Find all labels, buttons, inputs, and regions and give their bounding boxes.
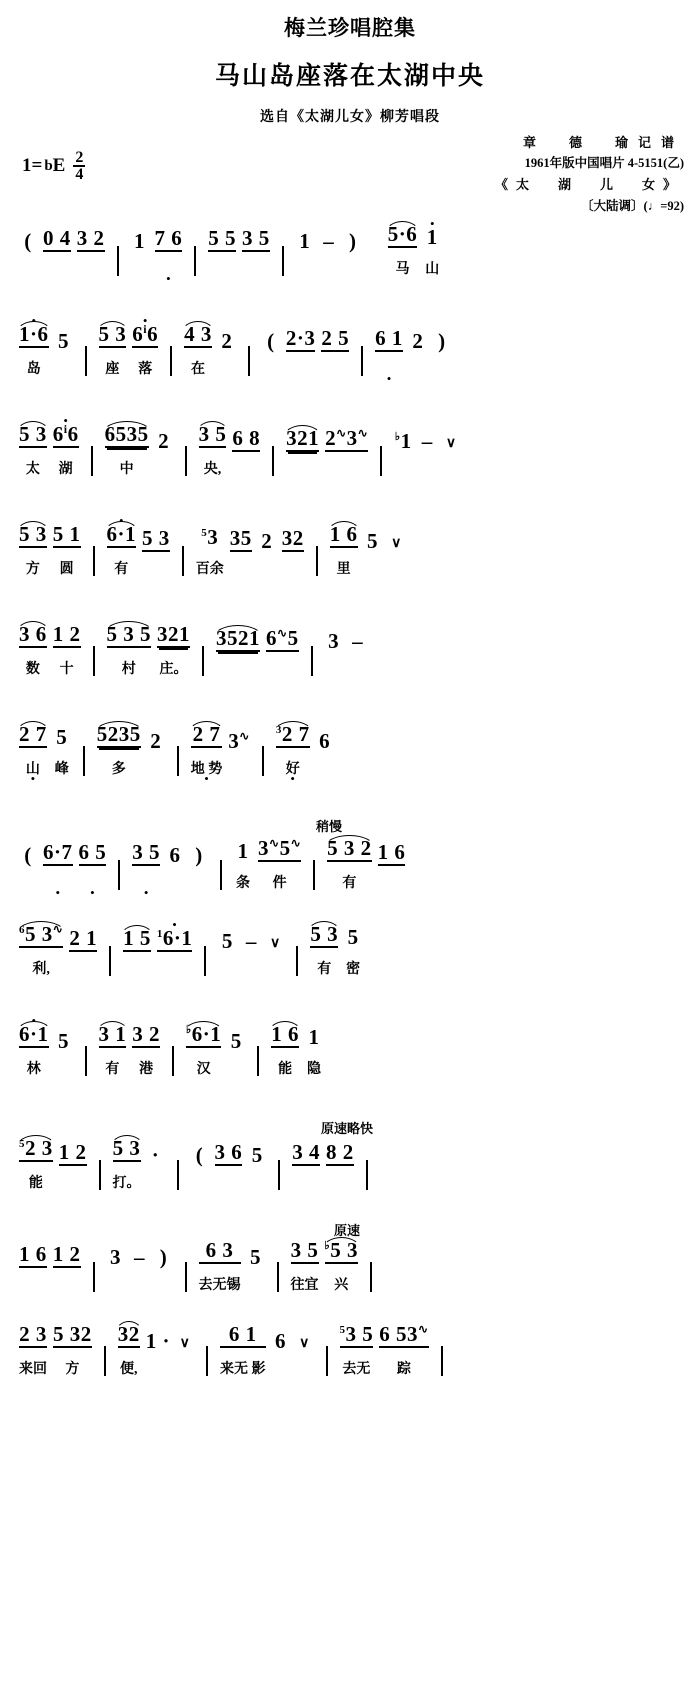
music-system-3 (16, 418, 684, 518)
time-denominator: 4 (75, 166, 84, 184)
note-group: 2 (150, 728, 162, 753)
note-group: 3 (110, 1244, 121, 1269)
note-group: 2 1 (66, 927, 100, 978)
barline (104, 1346, 106, 1376)
note-group: • 1·6 岛 (16, 323, 52, 378)
note-group: 5 3 有 (307, 923, 341, 978)
note-group: ∨ (179, 1336, 191, 1352)
note-group: 7 6 • (152, 227, 186, 278)
note-group: ∨ (299, 1336, 310, 1352)
barline (185, 446, 187, 476)
note-group: 8 2 (323, 1141, 357, 1192)
barline (85, 346, 87, 376)
note-group: 5 峰 (54, 724, 69, 777)
note-group: • 6$^i$6 湖 (50, 423, 82, 478)
note-group: 5 (250, 1244, 261, 1269)
barline (248, 346, 250, 376)
measure (102, 423, 176, 478)
barline (118, 860, 120, 890)
music-system-7 (16, 818, 684, 918)
barline (296, 946, 298, 976)
note-group: 5 (58, 1028, 70, 1053)
credit-opera: 《太 湖 儿 女》 (494, 177, 684, 193)
note-group: ) (349, 228, 357, 253)
note-group: 6 (169, 842, 181, 867)
measure (16, 227, 108, 278)
measure (181, 323, 239, 378)
note-group: 2 (221, 328, 233, 353)
barline (99, 1160, 101, 1190)
note-group: ♭1 (394, 428, 412, 453)
note-group: 5 3 (139, 527, 173, 578)
note-group: ∨ (391, 536, 402, 552)
note-group: 3∿5∿ 件 (258, 835, 302, 891)
measure-group (16, 1237, 684, 1294)
measure (183, 1023, 248, 1078)
note-group: ( (24, 842, 32, 867)
measure-group (16, 221, 684, 278)
note-group: 5 3 5 村 (104, 623, 155, 678)
measure (196, 423, 264, 478)
note-group: – (134, 1244, 145, 1269)
barline (220, 860, 222, 890)
measure (213, 627, 302, 678)
measure (16, 723, 74, 778)
note-group: – (421, 428, 433, 453)
note-group: · (151, 1142, 160, 1167)
note-group: 6 53∿ 踪 (379, 1321, 429, 1377)
note-group: • $^1$6·1 (154, 927, 196, 978)
note-group: 5 (251, 1142, 263, 1167)
note-group: 6 5 • (76, 841, 110, 892)
barline (83, 746, 85, 776)
tempo-mark-slower: 稍慢 (316, 819, 343, 834)
note-group: 3 5 往宜 (290, 1237, 319, 1293)
music-system-2 (16, 318, 684, 418)
key-prefix: 1= (22, 155, 43, 177)
measure (307, 923, 365, 978)
note-group: 2 3 来回 (19, 1321, 47, 1377)
note-group: 1 (299, 228, 311, 253)
measure (385, 223, 445, 278)
measure (259, 327, 352, 378)
measure (283, 427, 371, 478)
note-group: ♭6·1 汉 (183, 1023, 224, 1078)
note-group: 1 2 (56, 1141, 90, 1192)
note-group: 2 (412, 328, 424, 353)
barline (380, 446, 382, 476)
note-group: 35 (227, 527, 255, 578)
measure (16, 523, 84, 578)
note-group: 1 6 里 (327, 523, 361, 578)
note-group: – (352, 628, 364, 653)
note-group: ( (267, 328, 275, 353)
note-group: $^3$2 7 好 • (273, 723, 313, 778)
song-subtitle: 选自《太湖儿女》柳芳唱段 (260, 110, 440, 125)
measure (120, 927, 195, 978)
note-group: 5 密 (346, 924, 361, 977)
measure-group (16, 721, 684, 778)
song-title: 马山岛座落在太湖中央 (214, 63, 485, 90)
note-group: 3 4 (289, 1141, 323, 1192)
note-group: 5 (230, 1028, 242, 1053)
note-group: • 1 山 (420, 226, 444, 278)
note-group: 1 隐 (306, 1024, 321, 1077)
measure (16, 1323, 95, 1378)
barline (277, 1262, 279, 1292)
measure (196, 1239, 268, 1294)
note-group: 5 5 (205, 227, 239, 278)
note-group: 3 5 央, (196, 423, 230, 478)
measure (193, 526, 307, 578)
note-group: 1 · (145, 1328, 171, 1353)
measure (273, 723, 337, 778)
barline (109, 946, 111, 976)
note-group: $^6$5 3∿ 利, (16, 923, 66, 978)
barline (177, 746, 179, 776)
note-group: 1 6 (375, 841, 409, 892)
note-group: 1 5 (120, 927, 154, 978)
barline (282, 246, 284, 276)
measure (337, 1323, 432, 1378)
note-group: 4 3 在 (181, 323, 215, 378)
note-group: ) (438, 328, 446, 353)
barline (93, 1262, 95, 1292)
measure-group (16, 921, 684, 978)
barline (262, 746, 264, 776)
time-numerator: 2 (75, 149, 84, 166)
note-group: 5 3 打。 (110, 1137, 144, 1192)
barline (361, 346, 363, 376)
measure (215, 930, 287, 978)
note-group: 5 1 圆 (52, 521, 81, 577)
note-group: ) (195, 842, 203, 867)
barline (311, 646, 313, 676)
measure (128, 227, 186, 278)
barline (272, 446, 274, 476)
note-group: 5 3 2 有 (324, 837, 375, 892)
measure (96, 323, 162, 378)
measure (16, 623, 84, 678)
note-group: 3 5 (239, 227, 273, 278)
barline (91, 446, 93, 476)
note-group: ∨ (445, 436, 457, 452)
note-group: ( (24, 228, 32, 253)
note-group: 6535 中 (102, 423, 152, 478)
key-signature (22, 150, 85, 182)
collection-title: 梅兰珍唱腔集 (284, 16, 416, 40)
barline-spacer (374, 246, 376, 276)
note-group: $^5$3 5 去无 (339, 1321, 374, 1377)
measure (217, 1323, 317, 1378)
barline (172, 1046, 174, 1076)
measure (16, 1137, 90, 1192)
barline (370, 1262, 372, 1292)
barline (182, 546, 184, 576)
measure-group (16, 1135, 684, 1192)
note-group: 6 (319, 728, 331, 753)
note-group: 6·7 • (40, 841, 76, 892)
note-group: $^5$2 3 能 (16, 1137, 56, 1192)
note-group: $^5$3 百余 (195, 524, 224, 577)
note-group: 5·6 马 (385, 223, 421, 278)
note-group: 321 庄。 (157, 621, 190, 677)
measure (205, 227, 273, 278)
note-group: 1 (134, 228, 145, 253)
note-group: 2 7 山 • (16, 723, 50, 778)
note-group: 6 8 (229, 427, 263, 478)
barline (316, 546, 318, 576)
music-system-11 (16, 1218, 684, 1318)
measure (231, 837, 304, 892)
note-group: 1 6 能 (268, 1023, 302, 1078)
meta-row (0, 132, 700, 218)
measure (324, 837, 408, 892)
barline (93, 646, 95, 676)
note-group: 6∿5 (263, 627, 302, 678)
note-group: 1 6 (16, 1243, 50, 1294)
music-system-9 (16, 1018, 684, 1118)
sheet-music-page (0, 12, 700, 1697)
note-group: 1 条 (236, 838, 251, 891)
note-group: 2 (261, 528, 273, 553)
barline (326, 1346, 328, 1376)
measure-group (16, 321, 684, 378)
note-group: 5 (221, 928, 233, 953)
barline (93, 546, 95, 576)
note-group: 3521 (213, 627, 263, 678)
measure (16, 323, 76, 378)
note-group: 2·3 (283, 327, 319, 378)
measure (268, 1023, 326, 1078)
barline (257, 1046, 259, 1076)
barline (441, 1346, 443, 1376)
measure (289, 1141, 357, 1192)
note-group: 3∿ (228, 728, 250, 753)
key-flat-symbol: b (44, 157, 53, 174)
key-letter: E (52, 155, 66, 177)
note-group: 2 7 地 势 • (188, 723, 226, 778)
note-group: 5 (367, 528, 379, 553)
measure-group (16, 621, 684, 678)
measure-group (16, 835, 684, 892)
note-group: 2 (158, 428, 170, 453)
measure (293, 230, 365, 278)
measure (16, 923, 100, 978)
note-group: 0 4 (40, 227, 74, 278)
measure (391, 430, 463, 478)
note-group: 2∿3∿ (322, 427, 371, 478)
note-group: 3 2 港 (132, 1021, 161, 1077)
music-system-4 (16, 518, 684, 618)
note-group: 3 1 有 (96, 1023, 130, 1078)
measure (16, 423, 82, 478)
note-group: ( (195, 1142, 204, 1167)
note-group: • 6·1 林 (16, 1023, 52, 1078)
barline (85, 1046, 87, 1076)
measure (129, 841, 211, 892)
note-group: 2 5 (318, 327, 352, 378)
measure (96, 1023, 164, 1078)
measure (104, 623, 194, 678)
barline (177, 1160, 179, 1190)
measure-group (16, 521, 684, 578)
measure (16, 841, 109, 892)
measure (115, 1323, 197, 1378)
measure-group (16, 1021, 684, 1078)
note-group: 6 3 去无锡 (198, 1237, 241, 1293)
note-group: ) (159, 1244, 168, 1269)
note-group: • 6$^i$6 落 (129, 323, 161, 378)
note-group: ∨ (269, 936, 281, 952)
measure (188, 723, 253, 778)
barline (278, 1160, 280, 1190)
credit-arranger: 章 德 瑜记谱 (522, 135, 684, 150)
note-group: – (323, 228, 335, 253)
barline (202, 646, 204, 676)
note-group: 5 3 座 (96, 323, 130, 378)
note-group: 6 (275, 1328, 287, 1353)
music-system-8 (16, 918, 684, 1018)
tempo-mark-orig-tempo: 原速 (334, 1223, 361, 1238)
barline (170, 346, 172, 376)
music-system-6 (16, 718, 684, 818)
music-system-1 (16, 218, 684, 318)
note-group: 5235 多 (94, 723, 144, 778)
music-system-12 (16, 1318, 684, 1436)
measure-group (16, 421, 684, 478)
note-group: 6 1 来无 影 (220, 1321, 266, 1377)
note-group: 321 (283, 427, 322, 478)
barline (185, 1262, 187, 1292)
measure (288, 1239, 361, 1294)
note-group: 32 (279, 527, 307, 578)
note-group: 3 6 (212, 1141, 246, 1192)
note-group: 3 (328, 628, 340, 653)
note-group: 5 32 方 (53, 1321, 92, 1377)
measure (104, 523, 173, 578)
note-group: 3 6 数 (16, 623, 50, 678)
note-group: 1 2 (50, 1243, 84, 1294)
measure (16, 1243, 84, 1294)
credits-block (495, 132, 684, 216)
tempo-mark-orig-slightly-faster: 原速略快 (321, 1121, 374, 1136)
note-group: 5 3 太 (16, 423, 50, 478)
note-group: 5 3 方 (16, 523, 50, 578)
note-group: 6 1 • (372, 327, 406, 378)
note-group: 3 2 (74, 227, 108, 278)
note-group: 3 5 • (129, 841, 163, 892)
barline (117, 246, 119, 276)
measure (327, 523, 409, 578)
note-group: 32 便, (115, 1323, 143, 1378)
measure (94, 723, 168, 778)
note-group: – (245, 928, 257, 953)
barline (204, 946, 206, 976)
note-group: • 6·1 有 (104, 523, 140, 578)
measure (188, 1141, 270, 1192)
time-signature (73, 150, 85, 182)
measure (16, 1023, 76, 1078)
measure (322, 630, 370, 678)
measure (372, 327, 454, 378)
measure-group (16, 1321, 684, 1378)
measure (104, 1246, 176, 1294)
music-system-5 (16, 618, 684, 718)
barline (194, 246, 196, 276)
credit-record: 1961年版中国唱片 4-5151(乙) (524, 156, 684, 171)
credit-mode-tempo: 〔大陆调〕(♩=92) (581, 198, 684, 213)
barline (366, 1160, 368, 1190)
music-system-10 (16, 1118, 684, 1218)
note-group: ♭5 3 兴 (322, 1239, 361, 1294)
barline (206, 1346, 208, 1376)
note-group: 1 2 十 (52, 621, 81, 677)
measure (110, 1137, 168, 1192)
note-group: 5 (58, 328, 70, 353)
barline (313, 860, 315, 890)
